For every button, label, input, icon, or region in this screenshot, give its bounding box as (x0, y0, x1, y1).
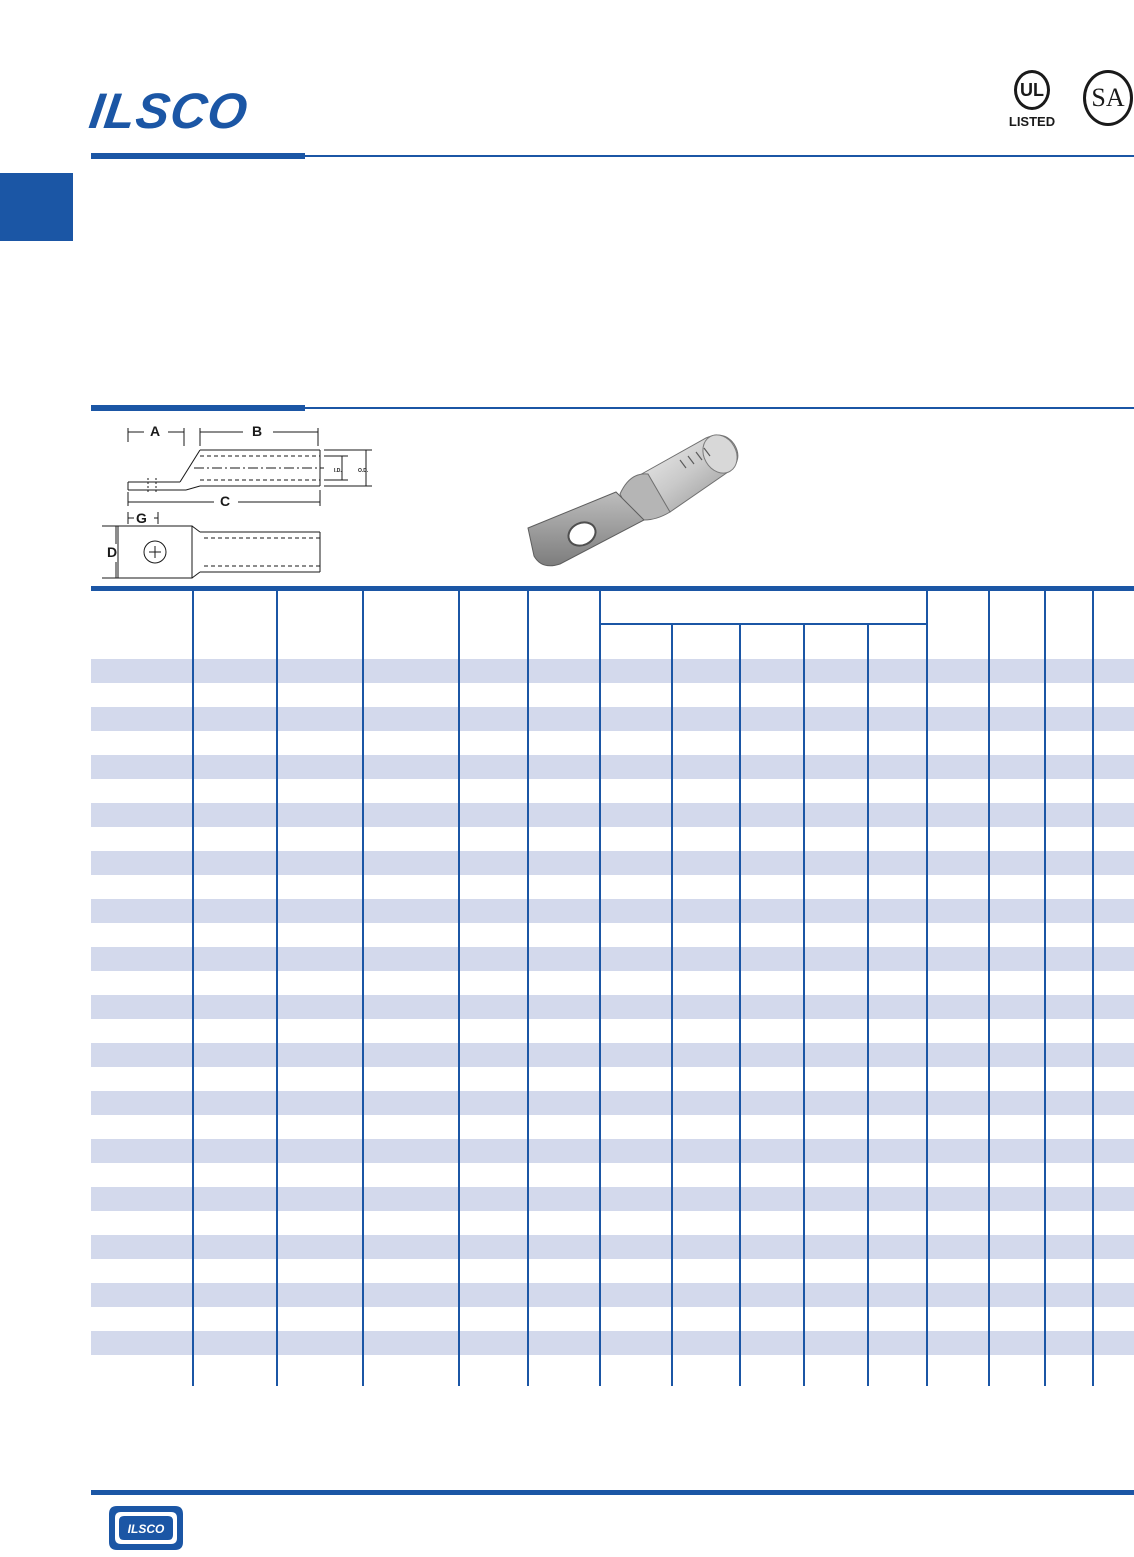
table-top-rule (91, 586, 1134, 591)
table-row (91, 1187, 1134, 1211)
section-rule-accent (91, 405, 305, 411)
dim-label-id: I.D. (334, 468, 342, 474)
dim-label-g: G (136, 510, 147, 526)
column-divider (739, 625, 741, 1386)
column-divider (192, 591, 194, 1386)
lug-photo (520, 424, 760, 574)
column-divider (276, 591, 278, 1386)
column-divider (671, 625, 673, 1386)
table-row (91, 659, 1134, 683)
column-divider (599, 591, 601, 1386)
dim-label-od: O.D. (358, 468, 369, 474)
ul-circle-icon: UL (1014, 70, 1050, 110)
table-row (91, 707, 1134, 731)
footer-rule (91, 1490, 1134, 1495)
table-row (91, 1283, 1134, 1307)
column-divider (1092, 591, 1094, 1386)
table-row (91, 1331, 1134, 1355)
section-rule (305, 407, 1134, 409)
table-row (91, 803, 1134, 827)
table-row (91, 1091, 1134, 1115)
table-row (91, 1139, 1134, 1163)
table-row (91, 947, 1134, 971)
dim-label-d: D (107, 544, 118, 560)
ilsco-logo: ILSCO (86, 83, 252, 139)
column-divider (988, 591, 990, 1386)
dim-label-c: C (220, 493, 231, 509)
table-group-rule (599, 623, 926, 625)
footer-logo (107, 1504, 185, 1552)
column-divider (458, 591, 460, 1386)
column-divider (1044, 591, 1046, 1386)
dimension-drawing (98, 420, 398, 585)
column-divider (527, 591, 529, 1386)
spec-table (91, 586, 1134, 1386)
footer-logo-text: ILSCO (127, 1522, 165, 1536)
table-row (91, 1235, 1134, 1259)
csa-mark: SA (1083, 70, 1133, 126)
table-row (91, 995, 1134, 1019)
dim-label-b: B (252, 423, 263, 439)
table-row (91, 1043, 1134, 1067)
ul-listed-label: LISTED (1008, 114, 1056, 129)
table-row (91, 851, 1134, 875)
column-divider (803, 625, 805, 1386)
header-rule (305, 155, 1134, 157)
column-divider (362, 591, 364, 1386)
column-divider (867, 625, 869, 1386)
header-rule-accent (91, 153, 305, 159)
dim-label-a: A (150, 423, 161, 439)
table-row (91, 899, 1134, 923)
section-tab (0, 173, 73, 241)
column-divider (926, 591, 928, 1386)
ul-listed-mark (1003, 70, 1061, 134)
table-row (91, 755, 1134, 779)
